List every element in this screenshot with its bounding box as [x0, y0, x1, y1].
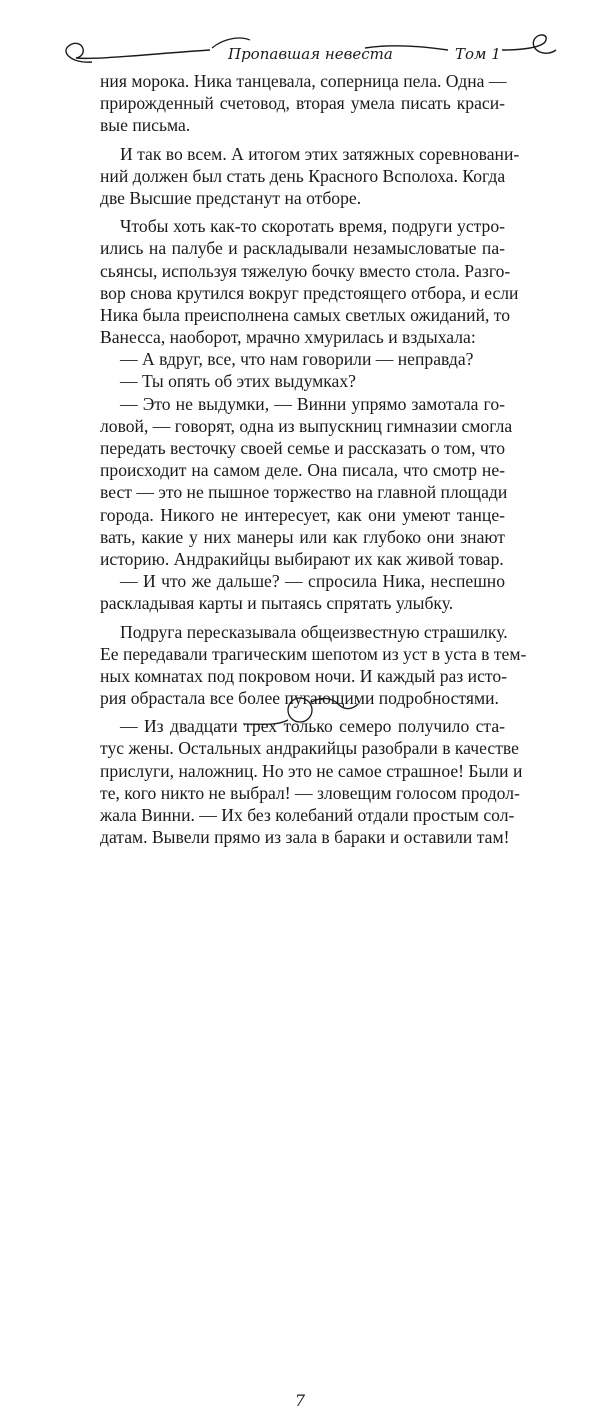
text-line: Ника была преисполнена самых светлых ожиданий, то — [100, 304, 511, 325]
text-line: вор снова крутился вокруг предстоящего отбора, и если — [100, 282, 519, 303]
page-header — [0, 0, 600, 80]
text-line: датам. Вывели прямо из зала в бараки и оставили там! — [100, 827, 510, 848]
text-line: те, кого никто не выбрал! — зловещим голосом продол- — [100, 782, 520, 803]
paragraph — [100, 570, 505, 614]
paragraph — [100, 348, 505, 370]
text-line: жала Винни. — Их без колебаний отдали простым сол- — [100, 805, 515, 825]
text-line: — И что же дальше? — спросила Ника, неспешно — [120, 571, 505, 592]
text-line: прислуги, наложниц. Но это не самое страшное! Были и — [100, 760, 523, 781]
text-line: раскладывая карты и пытаясь спрятать улыбку. — [100, 593, 454, 614]
paragraph — [100, 70, 505, 137]
text-line: вест — это не пышное торжество на главной площади — [100, 482, 508, 503]
text-line: — Это не выдумки, — Винни упрямо замотала го- — [120, 393, 505, 414]
text-line: Ее передавали трагическим шепотом из уст в уста в тем- — [100, 643, 527, 664]
paragraph — [100, 215, 519, 348]
footer-flourish-icon — [0, 690, 600, 750]
text-line: вать, какие у них манеры или как глубоко они знают — [100, 526, 505, 547]
text-line: тус жены. Остальных андракийцы разобрали в качестве — [100, 738, 519, 759]
paragraph — [100, 370, 505, 392]
text-line: историю. Андракийцы выбирают их как живой товар. — [100, 548, 504, 569]
text-line: города. Никого не интересует, как они умеют танце- — [100, 504, 505, 525]
text-line: Подруга пересказывала общеизвестную страшилку. — [120, 621, 508, 642]
text-line: рия обрастала все более пугающими подробностями. — [100, 688, 499, 709]
header-flourish-icon — [0, 0, 600, 80]
text-line: — А вдруг, все, что нам говорили — неправда? — [120, 349, 474, 370]
text-line: происходит на самом деле. Она писала, что смотр не- — [100, 460, 505, 481]
text-line: ных комнатах под покровом ночи. И каждый раз исто- — [100, 665, 507, 686]
book-title: Пропавшая невеста — [228, 45, 393, 63]
volume-label: Том 1 — [455, 45, 501, 63]
text-line: — Из двадцати трех только семеро получило ста- — [120, 716, 505, 737]
page-number: 7 — [294, 1391, 306, 1410]
paragraph — [100, 143, 520, 210]
text-line: Ванесса, наоборот, мрачно хмурилась и вздыхала: — [100, 327, 476, 348]
text-line: ловой, — говорят, одна из выпускниц гимназии смогла — [100, 415, 513, 436]
text-line: вые письма. — [100, 115, 191, 136]
text-line: Чтобы хоть как-то скоротать время, подруги устро- — [120, 216, 505, 237]
text-line: две Высшие предстанут на отборе. — [100, 187, 362, 208]
text-line: И так во всем. А итогом этих затяжных соревновани- — [120, 143, 520, 164]
text-line: прирожденный счетовод, вторая умела писать краси- — [100, 93, 505, 114]
text-line: передать весточку своей семье и рассказать о том, что — [100, 438, 505, 458]
text-line: сьянсы, используя тяжелую бочку вместо стола. Разго- — [100, 260, 511, 281]
text-line: ились на палубе и раскладывали незамысловатые па- — [100, 238, 505, 259]
text-line: ний должен был стать день Красного Всполоха. Когда — [100, 165, 506, 186]
text-line: ния морока. Ника танцевала, соперница пела. Одна — — [100, 71, 507, 91]
text-line: — Ты опять об этих выдумках? — [120, 371, 356, 392]
paragraph — [100, 393, 513, 571]
